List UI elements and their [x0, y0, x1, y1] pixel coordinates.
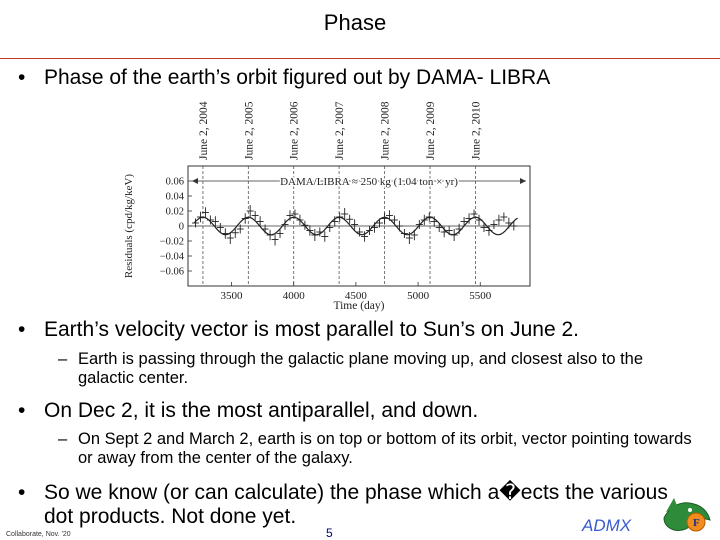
exposure-annotation: DAMA/LIBRA ≈ 250 kg (1.04 ton × yr)	[280, 176, 458, 188]
x-tick-label: 4500	[344, 290, 367, 302]
y-tick-label: −0.06	[159, 266, 184, 278]
subbullet-text: Earth is passing through the galactic plane moving up, and closest also to the galactic center.	[78, 350, 644, 387]
subbullet-marker: –	[58, 350, 68, 368]
bullet-marker: •	[18, 399, 26, 422]
exposure-arrowhead-right	[520, 178, 526, 184]
june-marker-label: June 2, 2006	[288, 101, 301, 160]
june-marker-label: June 2, 2005	[243, 101, 256, 160]
y-tick-label: 0.04	[165, 191, 184, 203]
bullet-phase	[18, 66, 550, 90]
page-number: 5	[326, 526, 333, 540]
y-tick-label: 0.06	[165, 176, 184, 188]
x-tick-label: 5000	[407, 290, 430, 302]
title-divider	[0, 58, 720, 59]
subbullet-text: On Sept 2 and March 2, earth is on top or bottom of its orbit, vector pointing towards or away from the center of the galaxy.	[78, 430, 692, 467]
y-tick-label: −0.04	[159, 251, 184, 263]
june-marker-label: June 2, 2009	[425, 101, 438, 160]
june-marker-label: June 2, 2008	[379, 101, 392, 160]
bullet-marker: •	[18, 481, 26, 504]
june-marker-label: June 2, 2004	[197, 101, 210, 160]
footer-text: Collaborate, Nov. '20	[6, 531, 71, 538]
bullet-text: Phase of the earth’s orbit figured out by DAMA- LIBRA	[44, 66, 551, 89]
subbullet-sept-march	[58, 430, 708, 468]
june-marker-label: June 2, 2010	[470, 101, 483, 160]
y-tick-label: 0	[178, 221, 184, 233]
svg-text:F: F	[693, 517, 700, 529]
bullet-marker: •	[18, 318, 26, 341]
bullet-text: Earth’s velocity vector is most parallel to Sun’s on June 2.	[44, 318, 579, 341]
bullet-dot-products	[18, 481, 678, 529]
y-tick-label: −0.02	[159, 236, 184, 248]
bullet-marker: •	[18, 66, 26, 89]
y-axis-label: Residuals (cpd/kg/keV)	[123, 173, 135, 279]
bullet-velocity	[18, 318, 579, 342]
june-marker-label: June 2, 2007	[334, 101, 347, 160]
dama-libra-residuals-chart	[118, 96, 538, 314]
bullet-text: So we know (or can calculate) the phase which a�ects the various dot products. Not done yet.	[44, 481, 668, 528]
x-axis-label: Time (day)	[333, 300, 385, 312]
exposure-arrowhead-left	[192, 178, 198, 184]
bullet-antiparallel	[18, 399, 478, 423]
admx-logo: ADMX	[582, 516, 632, 535]
x-tick-label: 5500	[469, 290, 492, 302]
subbullet-galactic-plane	[58, 350, 698, 388]
x-tick-label: 3500	[220, 290, 243, 302]
slide-title: Phase	[323, 10, 387, 35]
gator-mascot-logo	[660, 488, 714, 538]
bullet-text: On Dec 2, it is the most antiparallel, and down.	[44, 399, 479, 422]
subbullet-marker: –	[58, 430, 68, 448]
y-tick-label: 0.02	[165, 206, 184, 218]
x-tick-label: 4000	[282, 290, 305, 302]
